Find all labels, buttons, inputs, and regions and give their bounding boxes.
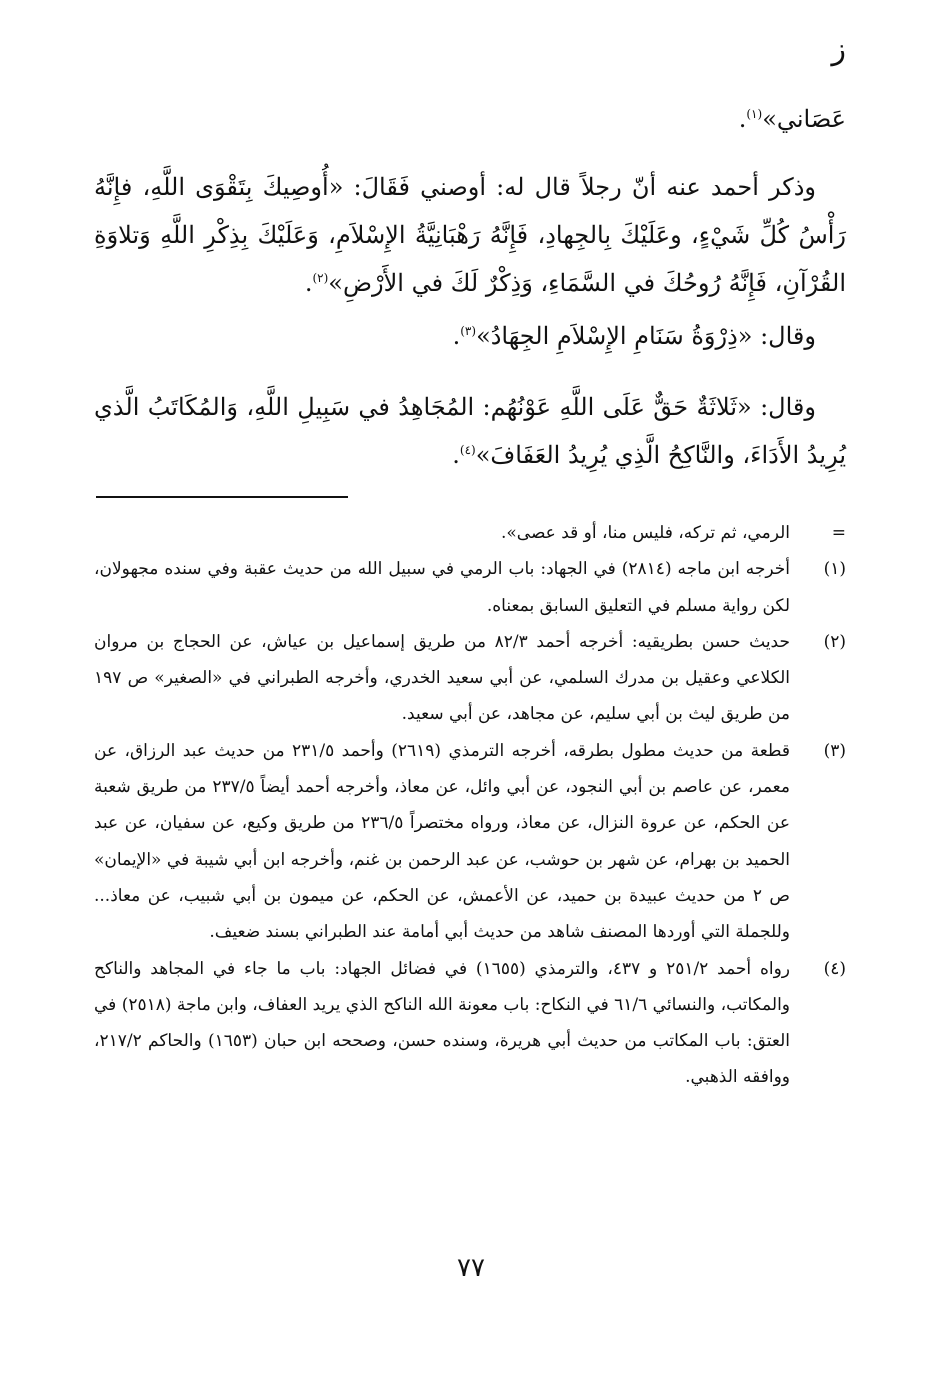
footnote-text: أخرجه ابن ماجه (٢٨١٤) في الجهاد: باب الرمي في سبيل الله من حديث عقبة وفي سنده مجهولان، لكن رواية مسلم في التعليق السابق بمعناه.	[94, 559, 790, 616]
paragraph-text: وذكر أحمد عنه أنّ رجلاً قال له: أوصني فَقَالَ: «أُوصِيكَ بِتَقْوَى اللَّهِ، فإِنَّهُ رَأْسُ كُلِّ شَيْءٍ، وعَلَيْكَ بِالجِهادِ، فَإِنَّهُ رَهْبَانِيَّةُ الإِسْلاَمِ، وَعَلَيْكَ بِذِكْرِ اللَّهِ وَتلاوَةِ القُرْآنِ، فَإِنَّهُ رُوحُكَ في السَّمَاءِ، وَذِكْرٌ لَكَ في الأَرْضِ»	[94, 173, 846, 297]
footnote-item	[94, 624, 846, 733]
paragraph-end: .	[304, 269, 313, 297]
main-paragraph	[94, 163, 846, 307]
footnote-mark: (٤)	[823, 958, 846, 979]
paragraph-text: وقال: «ثَلاثَةٌ حَقٌّ عَلَى اللَّهِ عَوْنُهُم: المُجَاهِدُ في سَبِيلِ اللَّهِ، وَالمُكَاتَبُ الَّذي يُرِيدُ الأَدَاءَ، والنَّاكِحُ الَّذِي يُرِيدُ العَفَافَ»	[94, 393, 846, 469]
footnote-text: حديث حسن بطريقيه: أخرجه أحمد ٨٢/٣ من طريق إسماعيل بن عياش، عن الحجاج بن مروان الكلاعي وعقيل بن مدرك السلمي، عن أبي سعيد الخدري، وأخرجه الطبراني في «الصغير» ص ١٩٧ من طريق ليث بن أبي سليم، عن مجاهد، عن أبي سعيد.	[94, 631, 790, 725]
footnote-item	[94, 551, 846, 624]
footnote-ref: (٤)	[459, 443, 476, 457]
main-paragraph	[94, 383, 846, 479]
footnote-mark: =	[831, 523, 846, 543]
paragraph-end: .	[452, 441, 460, 469]
main-paragraph	[94, 312, 846, 360]
footnote-mark: (٣)	[823, 740, 846, 761]
paragraph-text: وقال: «ذِرْوَةُ سَنَامِ الإِسْلاَمِ الجِهَادُ»	[476, 322, 816, 350]
section-letter: ز	[831, 32, 846, 67]
paragraph-text: عَصَاني»	[762, 105, 846, 133]
footnote-mark: (٢)	[823, 631, 846, 652]
paragraph-end: .	[452, 322, 461, 350]
footnote-ref: (١)	[746, 107, 763, 121]
footnote-item	[94, 515, 846, 551]
paragraph-end: .	[738, 105, 747, 133]
footnote-ref: (٢)	[312, 271, 329, 285]
footnote-mark: (١)	[823, 559, 846, 580]
footnote-text: قطعة من حديث مطول بطرقه، أخرجه الترمذي (٢٦١٩) وأحمد ٢٣١/٥ من حديث عبد الرزاق، عن معمر، عن عاصم بن أبي النجود، عن أبي وائل، عن معاذ، وأخرجه أحمد أيضاً ٢٣٧/٥ من طريق شعبة عن الحكم، عن عروة النزال، عن معاذ، ورواه مختصراً ٢٣٦/٥ من طريق وكيع، عن سفيان، عن عبد الحميد بن بهرام، عن شهر بن حوشب، عن عبد الرحمن بن غنم، وأخرجه ابن أبي شيبة في «الإيمان» ص ٢ من حديث عبيدة بن حميد، عن الأعمش، عن الحكم، عن ميمون بن أبي شبيب، عن معاذ... وللجملة التي أوردها المصنف شاهد من حديث أبي أمامة عند الطبراني بسند ضعيف.	[94, 740, 790, 943]
footnotes	[94, 515, 846, 1096]
footnote-text: رواه أحمد ٢٥١/٢ و ٤٣٧، والترمذي (١٦٥٥) في فضائل الجهاد: باب ما جاء في المجاهد والناكح والمكاتب، والنسائي ٦١/٦ في النكاح: باب معونة الله الناكح الذي يريد العفاف، وابن ماجة (٢٥١٨) في العتق: باب المكاتب من حديث أبي هريرة، وسنده حسن، وصححه ابن حبان (١٦٥٣) والحاكم ٢١٧/٢، ووافقه الذهبي.	[94, 958, 790, 1088]
footnote-text: الرمي، ثم تركه، فليس منا، أو قد عصى».	[500, 523, 790, 543]
footnote-ref: (٣)	[460, 324, 477, 338]
page-number: ٧٧	[457, 1253, 485, 1283]
footnote-separator	[96, 496, 348, 498]
footnote-item	[94, 733, 846, 951]
main-paragraph	[94, 95, 846, 143]
footnote-item	[94, 951, 846, 1096]
